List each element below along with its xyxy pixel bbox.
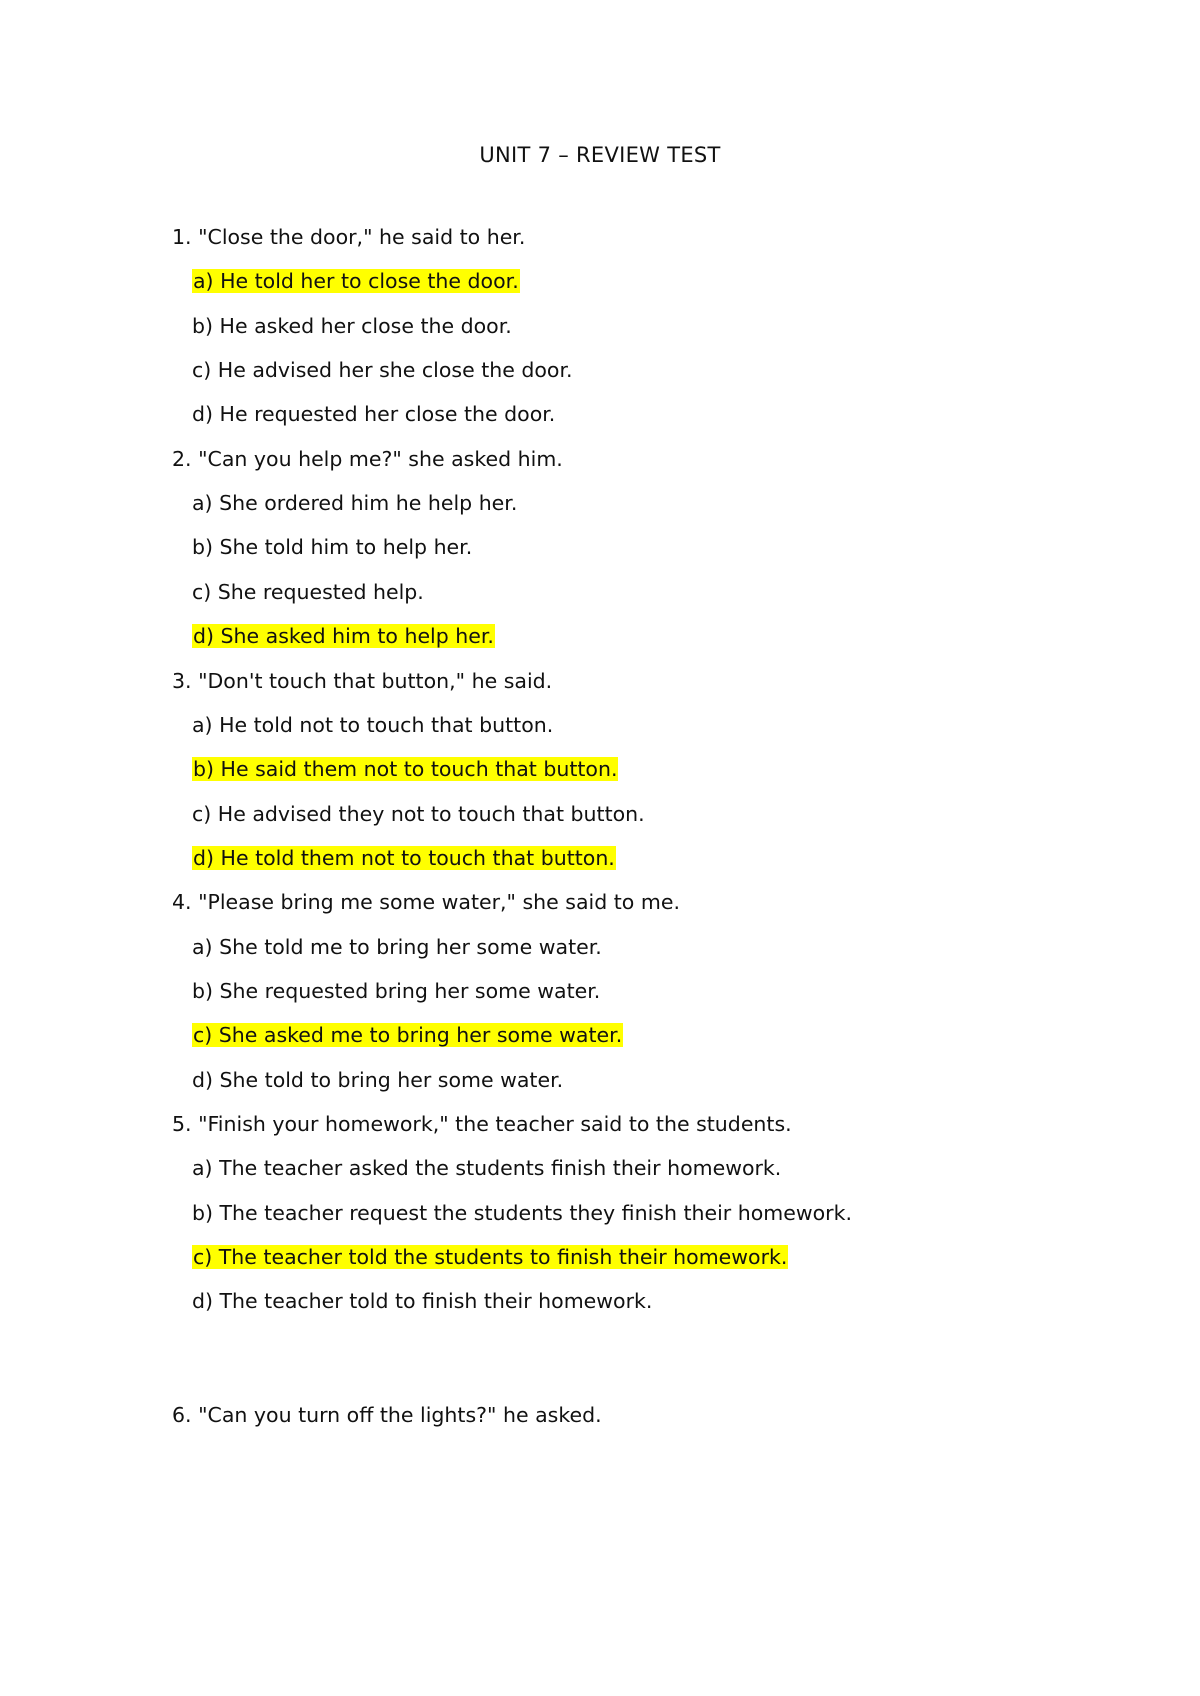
answer-text: c) He advised they not to touch that button. — [192, 801, 645, 826]
question-3-option-d — [192, 843, 616, 873]
question-4-option-c — [192, 1020, 623, 1050]
highlighted-answer: d) She asked him to help her. — [193, 624, 494, 649]
highlighted-answer: b) He said them not to touch that button. — [193, 757, 618, 782]
answer-text: a) The teacher asked the students finish their homework. — [192, 1156, 782, 1181]
question-1-option-b — [192, 311, 512, 341]
question-1-option-d — [192, 399, 555, 429]
question-5-option-a — [192, 1153, 781, 1183]
answer-text: a) She told me to bring her some water. — [192, 934, 602, 959]
question-2-prompt: 2. "Can you help me?" she asked him. — [172, 446, 563, 471]
question-1-option-a — [192, 266, 520, 296]
question-4-option-d — [192, 1065, 563, 1095]
question-3-prompt: 3. "Don't touch that button," he said. — [172, 668, 553, 693]
answer-text: d) The teacher told to finish their homework. — [192, 1289, 653, 1314]
question-4-prompt: 4. "Please bring me some water," she said to me. — [172, 890, 680, 915]
answer-text: c) She requested help. — [192, 579, 424, 604]
question-4-option-a — [192, 932, 602, 962]
question-5-option-d — [192, 1286, 652, 1316]
answer-text: a) She ordered him he help her. — [192, 491, 518, 516]
answer-text: b) She told him to help her. — [192, 535, 473, 560]
question-5-prompt: 5. "Finish your homework," the teacher said to the students. — [172, 1112, 792, 1136]
question-2-option-d — [192, 621, 495, 651]
answer-text: d) She told to bring her some water. — [192, 1067, 564, 1092]
question-5-option-b — [192, 1198, 852, 1228]
question-4-option-b — [192, 976, 600, 1006]
question-3-option-c — [192, 799, 645, 829]
answer-text: a) He told not to touch that button. — [192, 712, 554, 737]
answer-text: d) He requested her close the door. — [192, 402, 556, 427]
highlighted-answer: c) She asked me to bring her some water. — [193, 1023, 623, 1048]
question-2-option-b — [192, 532, 472, 562]
page-title: UNIT 7 – REVIEW TEST — [479, 143, 721, 167]
question-1-prompt: 1. "Close the door," he said to her. — [172, 225, 526, 249]
answer-text: b) The teacher request the students they finish their homework. — [192, 1200, 852, 1225]
question-2-option-a — [192, 488, 517, 518]
question-5-option-c — [192, 1242, 788, 1272]
question-3-option-a — [192, 710, 553, 740]
question-1-option-c — [192, 355, 573, 385]
answer-text: b) He asked her close the door. — [192, 313, 512, 338]
highlighted-answer: d) He told them not to touch that button. — [193, 845, 615, 870]
answer-text: c) He advised her she close the door. — [192, 358, 573, 383]
question-6-prompt: 6. "Can you turn off the lights?" he asked. — [172, 1403, 602, 1427]
question-3-option-b — [192, 754, 618, 784]
highlighted-answer: c) The teacher told the students to finish their homework. — [193, 1245, 788, 1270]
question-2-option-c — [192, 577, 424, 607]
answer-text: b) She requested bring her some water. — [192, 978, 601, 1003]
highlighted-answer: a) He told her to close the door. — [193, 269, 519, 294]
